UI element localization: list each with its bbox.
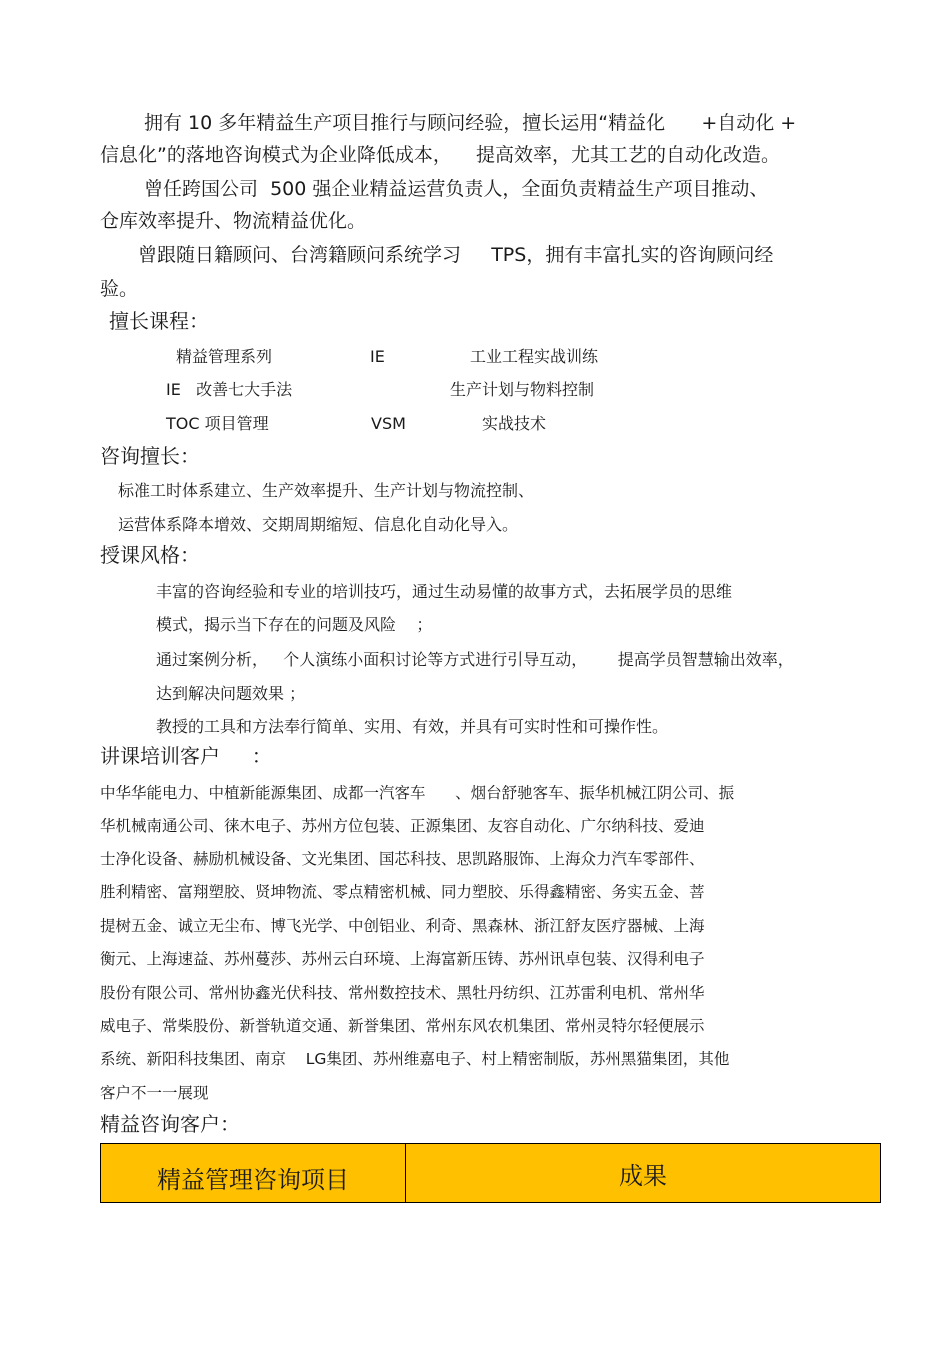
- consulting-heading: 咨询擅长：: [100, 444, 200, 468]
- courses-heading: 擅长课程：: [109, 309, 209, 333]
- clients-line: 华机械南通公司、徕木电子、苏州方位包装、正源集团、友容自动化、广尔纳科技、爱迪: [100, 817, 705, 835]
- intro-line: 仓库效率提升、物流精益优化。: [100, 210, 367, 232]
- clients-line: 衡元、上海速益、苏州蔓莎、苏州云白环境、上海富新压铸、苏州讯卓包装、汉得利电子: [100, 950, 705, 968]
- intro-line: 拥有 10 多年精益生产项目推行与顾问经验，擅长运用“精益化 +自动化 +: [144, 112, 797, 134]
- course-item: VSM: [371, 414, 406, 433]
- clients-line: 威电子、常柴股份、新誉轨道交通、新誉集团、常州东风农机集团、常州灵特尔轻便展示: [100, 1017, 705, 1035]
- style-line: 模式，揭示当下存在的问题及风险 ；: [156, 615, 433, 634]
- course-item: 精益管理系列: [176, 347, 273, 366]
- intro-line: 曾跟随日籍顾问、台湾籍顾问系统学习 TPS，拥有丰富扎实的咨询顾问经: [138, 244, 774, 266]
- intro-line: 信息化”的落地咨询模式为企业降低成本， 提高效率，尤其工艺的自动化改造。: [100, 144, 781, 166]
- course-item: 工业工程实战训练: [470, 347, 599, 366]
- clients-heading: 讲课培训客户 ：: [100, 744, 272, 768]
- clients-line: 股份有限公司、常州协鑫光伏科技、常州数控技术、黑牡丹纺织、江苏雷利电机、常州华: [100, 984, 705, 1002]
- table-header-project: 精益管理咨询项目: [101, 1144, 406, 1203]
- clients-line: 胜利精密、富翔塑胶、贤坤物流、零点精密机械、同力塑胶、乐得鑫精密、务实五金、菩: [100, 883, 705, 901]
- table-header-row: [101, 1144, 881, 1203]
- course-item: IE 改善七大手法: [166, 380, 293, 399]
- consulting-line: 运营体系降本增效、交期周期缩短、信息化自动化导入。: [118, 515, 519, 534]
- style-line: 教授的工具和方法奉行简单、实用、有效，并具有可实时性和可操作性。: [156, 717, 669, 736]
- clients-line: 中华华能电力、中植新能源集团、成都一汽客车 、烟台舒驰客车、振华机械江阴公司、振: [100, 784, 735, 802]
- clients-line: 提树五金、诚立无尘布、博飞光学、中创铝业、利奇、黑森林、浙江舒友医疗器械、上海: [100, 917, 705, 935]
- intro-line: 验。: [100, 278, 139, 300]
- clients-line: 士净化设备、赫励机械设备、文光集团、国芯科技、思凯路服饰、上海众力汽车零部件、: [100, 850, 705, 868]
- course-item: IE: [370, 347, 385, 366]
- clients-line: 系统、新阳科技集团、南京 LG集团、苏州维嘉电子、村上精密制版，苏州黑猫集团，其他: [100, 1050, 730, 1068]
- course-item: 生产计划与物料控制: [450, 380, 595, 399]
- course-item: 实战技术: [482, 414, 547, 433]
- style-line: 丰富的咨询经验和专业的培训技巧，通过生动易懂的故事方式，去拓展学员的思维: [156, 582, 733, 601]
- course-item: TOC 项目管理: [166, 414, 269, 433]
- intro-line: 曾任跨国公司 500 强企业精益运营负责人，全面负责精益生产项目推动、: [144, 178, 769, 200]
- clients-line: 客户不一一展现: [100, 1084, 209, 1102]
- style-line: 通过案例分析， 个人演练小面积讨论等方式进行引导互动， 提高学员智慧输出效率，: [156, 650, 794, 669]
- lean-project-table: [100, 1143, 881, 1203]
- lean-heading: 精益咨询客户：: [100, 1112, 240, 1136]
- style-heading: 授课风格：: [100, 543, 200, 567]
- style-line: 达到解决问题效果 ；: [156, 684, 306, 703]
- consulting-line: 标准工时体系建立、生产效率提升、生产计划与物流控制、: [118, 481, 535, 500]
- table-header-result: 成果: [406, 1144, 881, 1203]
